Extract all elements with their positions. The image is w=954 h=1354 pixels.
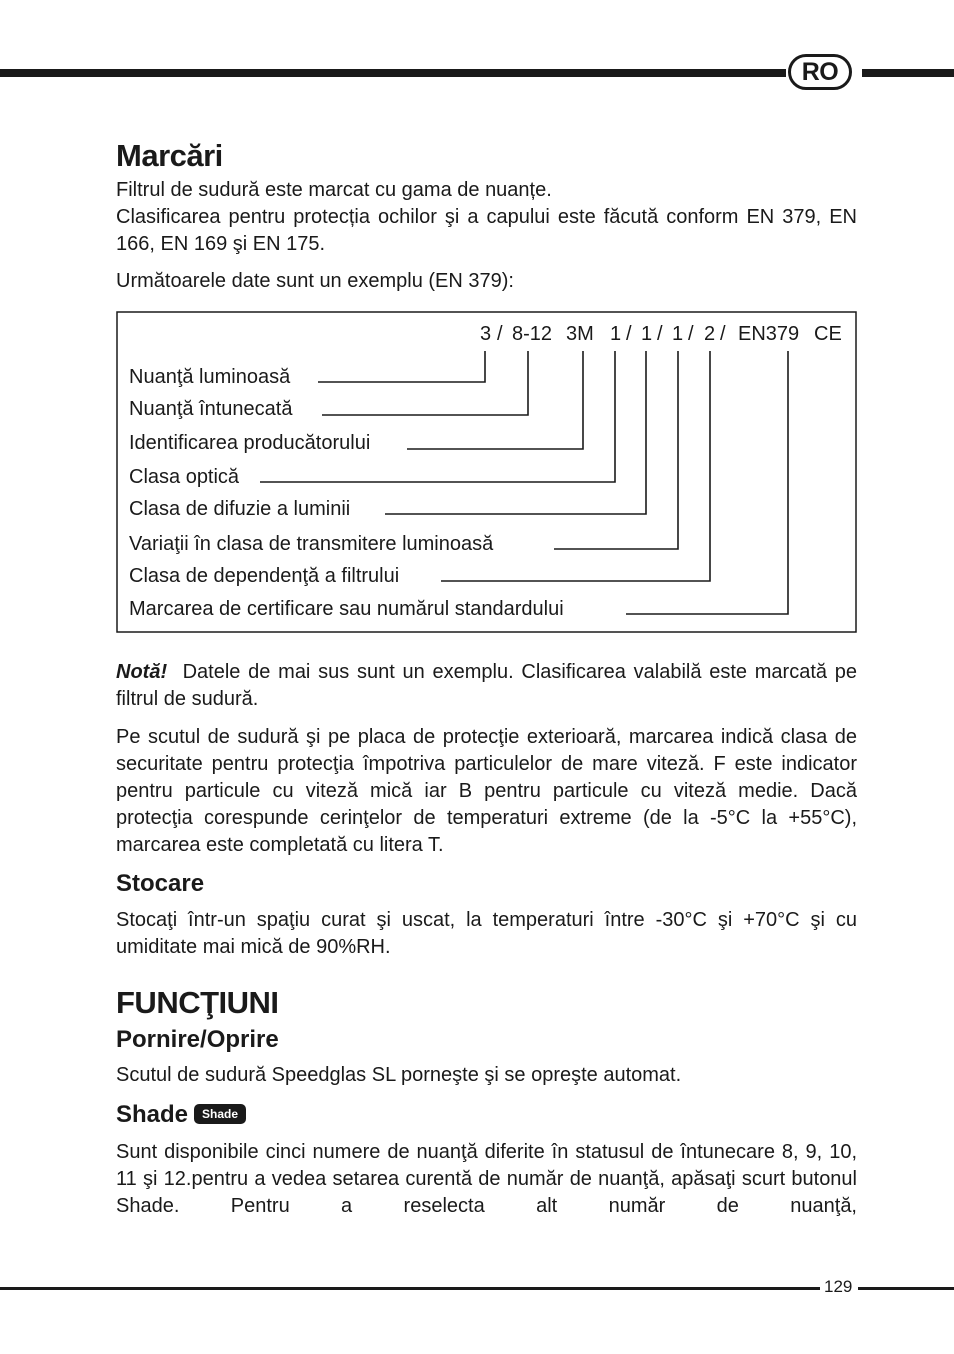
label-diffusion-class: Clasa de difuzie a luminii <box>129 498 351 520</box>
label-light-shade: Nuanţă luminoasă <box>129 366 291 388</box>
code-standard: EN379 <box>738 323 800 345</box>
code-ce-mark: CE <box>814 323 842 345</box>
code-sep-5: / <box>720 323 726 345</box>
label-certification: Marcarea de certificare sau numărul standardului <box>129 598 564 620</box>
code-dark-shade: 8-12 <box>512 323 553 345</box>
leader-line-transmittance-variation <box>554 351 678 549</box>
label-manufacturer: Identificarea producătorului <box>129 432 371 454</box>
pornire-body <box>116 1062 857 1089</box>
code-manufacturer: 3M <box>566 323 594 345</box>
section-marcari <box>116 138 857 174</box>
code-diffusion-class: 1 <box>641 323 653 345</box>
stocare-body <box>116 907 857 961</box>
label-transmittance-variation: Variaţii în clasa de transmitere luminoasă <box>129 533 494 555</box>
code-sep-4: / <box>688 323 694 345</box>
leader-line-optical-class <box>260 351 615 482</box>
header-rule-right <box>862 69 954 77</box>
leader-line-light-shade <box>318 351 485 382</box>
section-title-pornire: Pornire/Oprire <box>116 1026 279 1053</box>
code-sep-3: / <box>657 323 663 345</box>
code-angle-dependence: 2 <box>704 323 716 345</box>
shade-text: Sunt disponibile cinci numere de nuanţă diferite în statusul de întunecare 8, 9, 10, 11 şi 12.pentru a vedea setarea curentă de număr de nuanţă, apăsaţi scurt butonul Shade. Pentru a reselecta alt număr de nuanţă, <box>116 1141 857 1217</box>
code-optical-class: 1 <box>610 323 622 345</box>
marking-diagram <box>116 311 857 633</box>
section-title-stocare: Stocare <box>116 870 205 897</box>
page-number: 129 <box>824 1277 853 1296</box>
code-sep-2: / <box>626 323 632 345</box>
leader-line-manufacturer <box>407 351 583 449</box>
section-stocare <box>116 870 857 898</box>
shield-marking-paragraph-block <box>116 724 857 859</box>
section-title-marcari: Marcări <box>116 138 223 173</box>
shade-body <box>116 1139 857 1220</box>
note-label: Notă! <box>116 661 168 683</box>
note-block <box>116 659 857 713</box>
label-filter-dependence: Clasa de dependenţă a filtrului <box>129 565 400 587</box>
section-title-shade: Shade <box>116 1101 189 1128</box>
marcari-body <box>116 177 857 258</box>
marcari-paragraph-2: Clasificarea pentru protecția ochilor şi a capului este făcută conform EN 379, EN 166, EN 169 şi EN 175. <box>116 206 857 255</box>
code-light-shade: 3 <box>480 323 492 345</box>
marcari-paragraph-1: Filtrul de sudură este marcat cu gama de nuanțe. <box>116 179 552 201</box>
footer-rule-left <box>0 1287 820 1290</box>
shield-marking-paragraph: Pe scutul de sudură şi pe placa de protecţie exterioară, marcarea indică clasa de securitate pentru protecţia împotriva particulelor de mare viteză. F este indicator pentru particule cu viteză mică iar B pentru particule cu viteză medie. Dacă protecţia corespunde cerinţelor de temperaturi extreme (de la -5°C la +55°C), marcarea este completată cu litera T. <box>116 726 857 856</box>
section-shade <box>116 1101 857 1129</box>
label-optical-class: Clasa optică <box>129 466 240 488</box>
marcari-intro <box>116 268 857 295</box>
section-title-functiuni: FUNCŢIUNI <box>116 985 279 1020</box>
code-sep-1: / <box>497 323 503 345</box>
language-badge: RO <box>788 54 852 90</box>
section-pornire <box>116 1026 857 1054</box>
footer-rule-right <box>858 1287 954 1290</box>
note-text: Datele de mai sus sunt un exemplu. Clasificarea valabilă este marcată pe filtrul de sudură. <box>116 661 857 710</box>
pornire-text: Scutul de sudură Speedglas SL porneşte şi se opreşte automat. <box>116 1064 682 1086</box>
leader-line-diffusion-class <box>385 351 646 514</box>
section-functiuni <box>116 985 857 1021</box>
stocare-text: Stocaţi într-un spaţiu curat şi uscat, la temperaturi între -30°C şi +70°C şi cu umiditate mai mică de 90%RH. <box>116 909 857 958</box>
marcari-paragraph-3: Următoarele date sunt un exemplu (EN 379): <box>116 270 514 292</box>
leader-line-dark-shade <box>322 351 528 415</box>
leader-line-certification <box>626 351 788 614</box>
shade-button-icon: Shade <box>194 1104 246 1124</box>
header-rule-left <box>0 69 786 77</box>
code-transmittance-class: 1 <box>672 323 684 345</box>
diagram-code-line <box>480 323 842 345</box>
label-dark-shade: Nuanţă întunecată <box>129 398 293 420</box>
